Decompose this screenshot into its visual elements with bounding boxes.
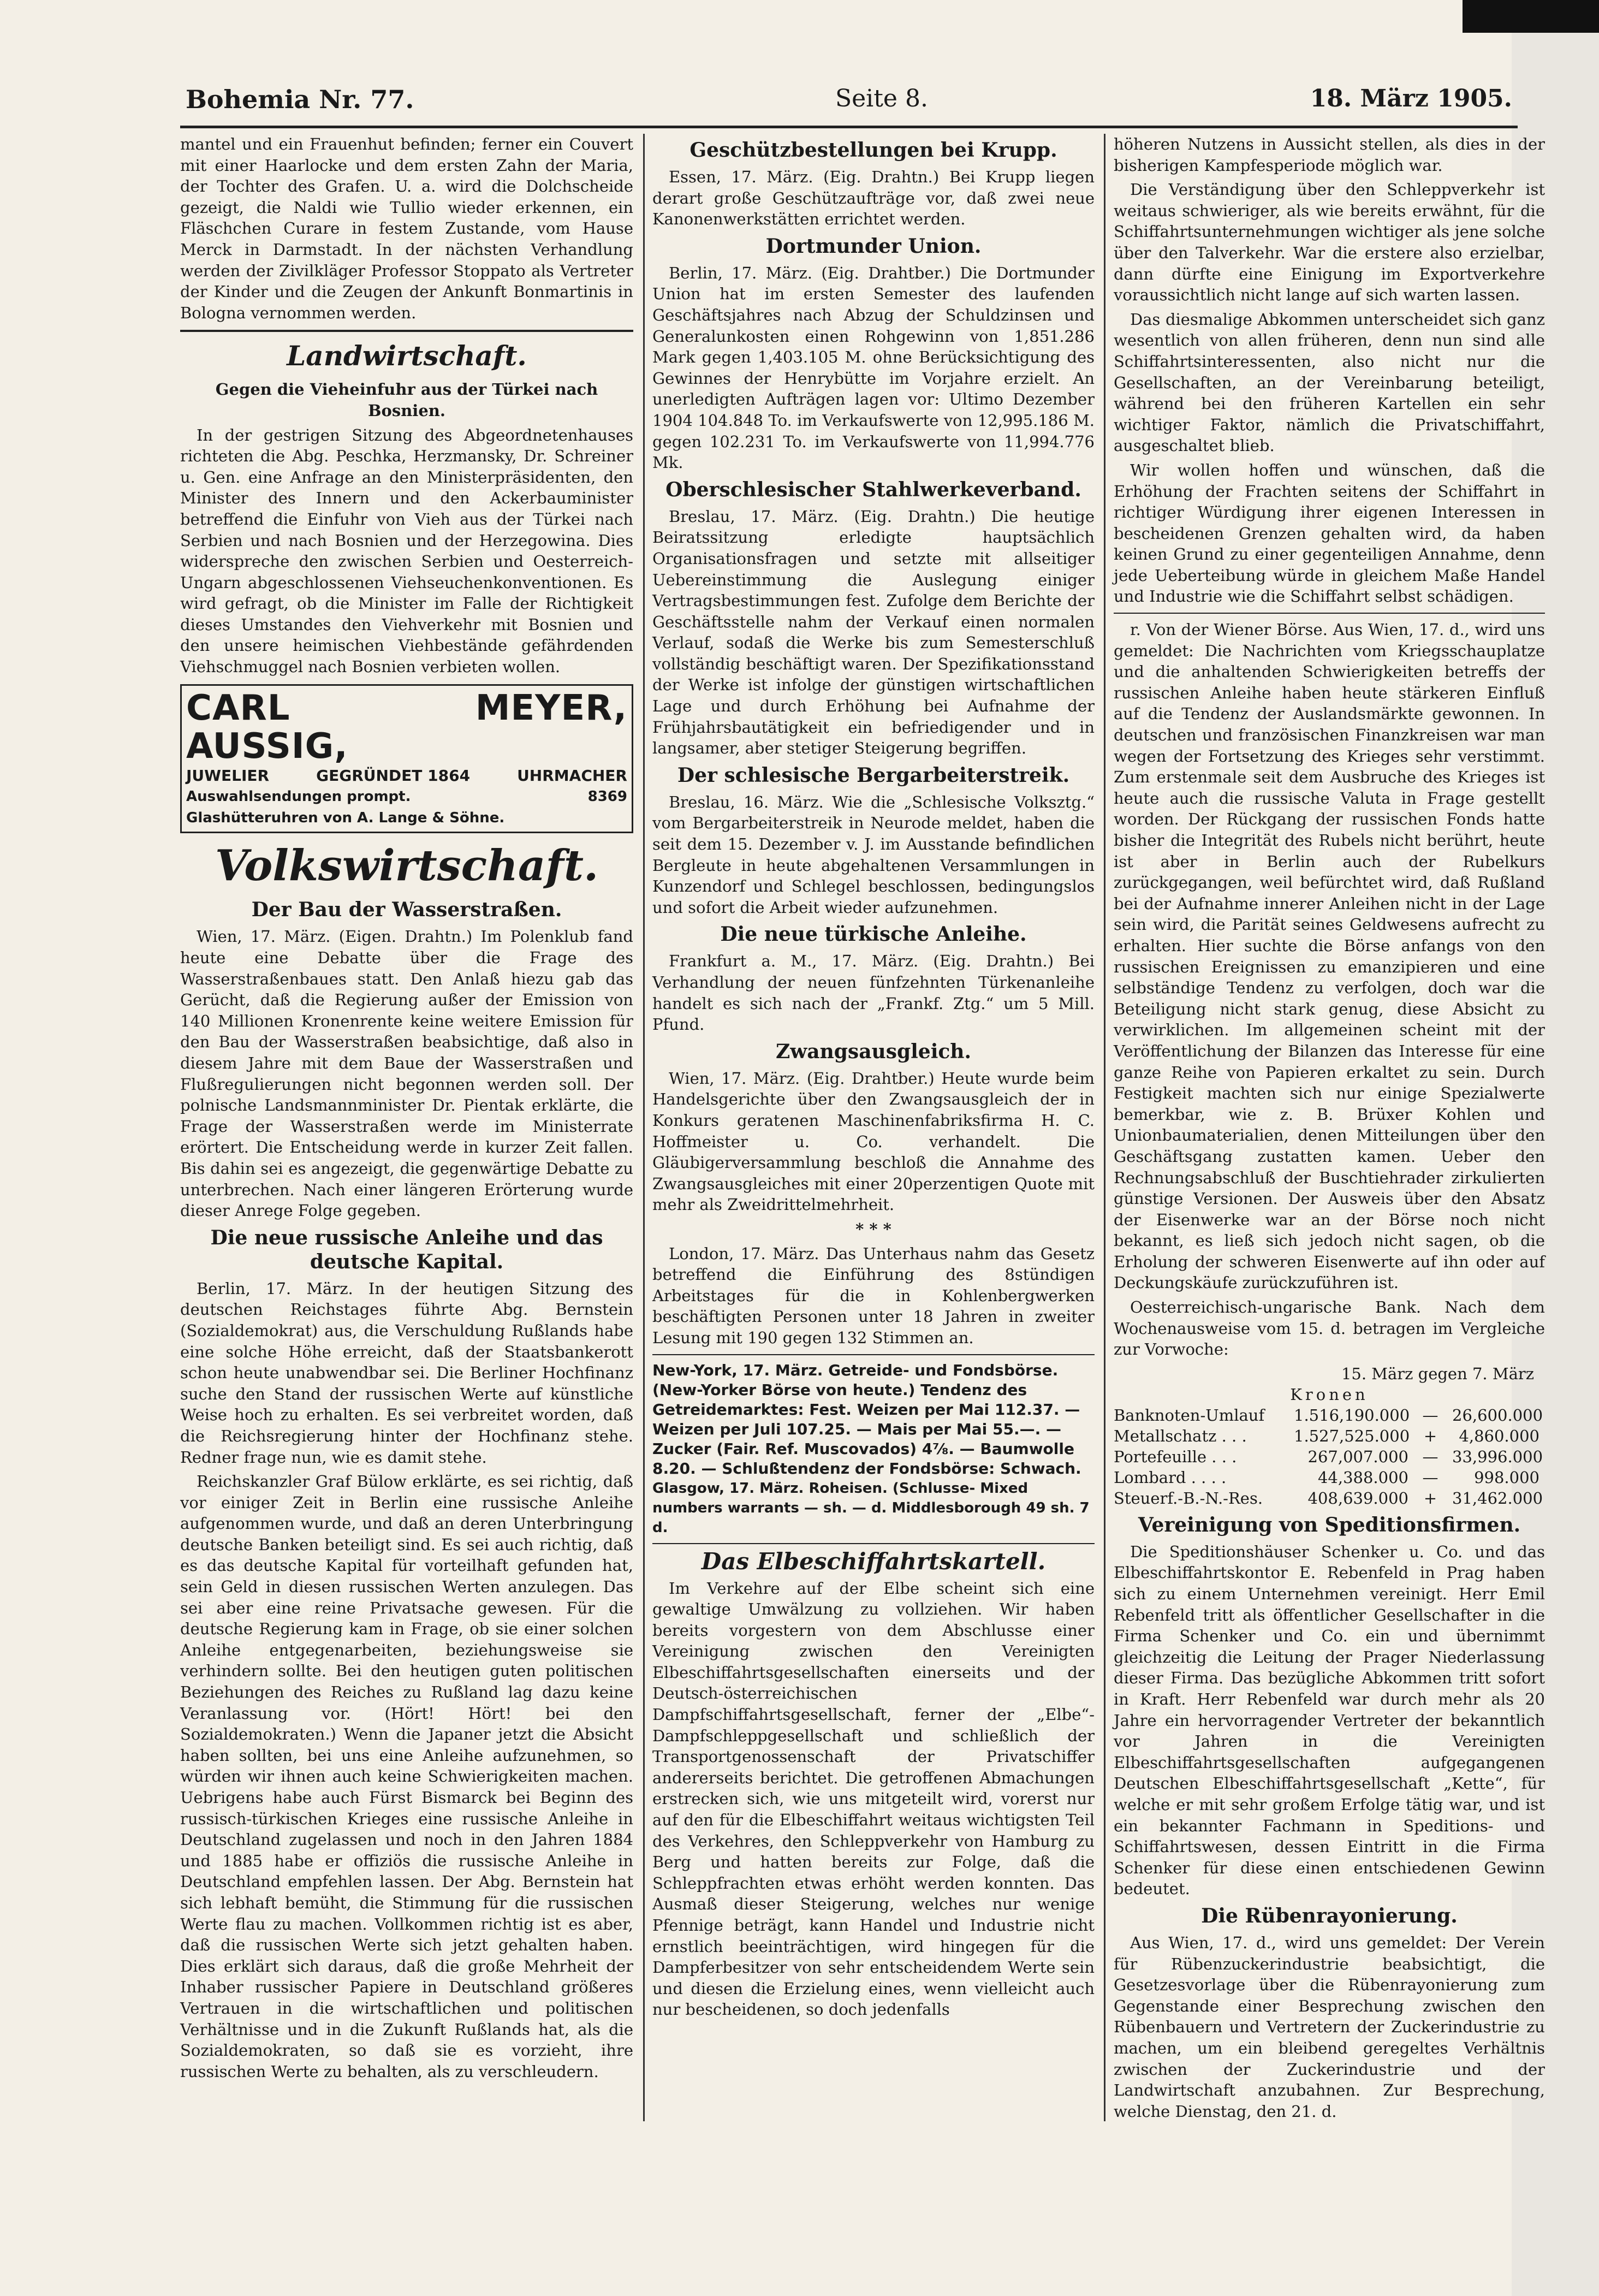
article-continuation: mantel und ein Frauenhut befinden; ferner ein Couvert mit einer Haarlocke und dem ersten Zahn der Maria, der Tochter des Grafen. U. a. wird die Dolchscheide gezeigt, die Naldi wie Tullio wieder erkennen, ein Fläschchen Curare in festem Zustande, vom Hause Merck in Darmstadt. In der nächsten Verhandlung werden der Zivilkläger Professor Stoppato als Vertreter der Kinder und die Zeugen der Ankunft Bonmartinis in Bologna vernommen werden. [180, 135, 633, 322]
article-body: Aus Wien, 17. d., wird uns gemeldet: Der Verein für Rübenzuckerindustrie beabsichtigt, die Gesetzesvorlage über die Rübenrayonierung zum Gegenstande einer Besprechung zwischen den Rübenbauern und Vertretern der Zuckerindustrie zu machen, um ein bleibend geregeltes Verhältnis zwischen der Zuckerindustrie und der Landwirtschaft anzubahnen. Zur Besprechung, welche Dienstag, den 21. d. [1114, 1933, 1545, 2121]
article-body: Die Speditionshäuser Schenker u. Co. und das Elbeschiffahrtskontor E. Rebenfeld in Prag haben sich zu einem Unternehmen vereinigt. Herr Emil Rebenfeld tritt als öffentlicher Gesellschafter in die Firma Schenker und Co. ein und übernimmt gleichzeitig die Leitung der Prager Niederlassung dieser Firma. Das bezügliche Abkommen tritt sofort in Kraft. Herr Rebenfeld war durch mehr als 20 Jahre ein hervorragender Vertreter der bekanntlich vor Jahren in die Vereinigten Elbeschiffahrtsgesellschaften aufgegangenen Deutschen Elbeschiffahrtsgesellschaft „Kette“, für welche er mit sehr großem Erfolge tätig war, und ist ein bekannter Fachmann in Speditions- und Schiffahrtswesen, dessen Eintritt in die Firma Schenker für diese einen entschiedenen Gewinn bedeutet. [1114, 1542, 1545, 1898]
article-body: Frankfurt a. M., 17. März. (Eig. Drahtn.) Bei Verhandlung der neuen fünfzehnten Türkenanleihe handelt es sich nach der „Frankf. Ztg.“ um 5 Mill. Pfund. [652, 952, 1095, 1034]
newspaper-issue: Bohemia Nr. 77. [186, 85, 414, 114]
column-divider [643, 134, 645, 2121]
table-row [1114, 1446, 1545, 1467]
column-3 [1114, 134, 1545, 2125]
article-body: Im Verkehre auf der Elbe scheint sich eine gewaltige Umwälzung zu vollziehen. Wir haben bereits vorgestern von dem Abschlusse einer Vereinigung zwischen den Vereinigten Elbeschiffahrtsgesellschaften einerseits und der Deutsch-österreichischen Dampfschiffahrtsgesellschaft, ferner der „Elbe“-Dampfschleppgesellschaft und schließlich der Transportgenossenschaft der Privatschiffer andererseits berichtet. Die getroffenen Abmachungen erstrecken sich, wie uns mitgeteilt wird, vorerst nur auf den für die Elbeschiffahrt weitaus wichtigsten Teil des Verkehres, den Schleppverkehr von Hamburg zu Berg und hatten bereits zur Folge, daß die Schleppfrachten etwas erhöht werden konnten. Das Ausmaß dieser Steigerung, welches nur wenige Pfennige beträgt, kann Handel und Industrie nicht ernstlich beeinträchtigen, wird hingegen für die Dampferbesitzer von sehr entscheidendem Werte sein und diesen die Erzielung eines, wenn vielleicht auch nur bescheidenen, so doch jedenfalls [652, 1579, 1095, 2019]
article-heading: Das Elbeschiffahrtskartell. [701, 1547, 1046, 1575]
table-cell: Metallschatz . . . [1114, 1426, 1247, 1445]
article-body: London, 17. März. Das Unterhaus nahm das Gesetz betreffend die Einführung des 8stündigen Arbeitstages für die in Kohlenbergwerken beschäftigten Personen unter 18 Jahren in zweiter Lesung mit 190 gegen 132 Stimmen an. [652, 1244, 1095, 1347]
table-rows [1114, 1405, 1545, 1509]
advertisement [180, 684, 633, 834]
article-body: r. Von der Wiener Börse. Aus Wien, 17. d., wird uns gemeldet: Die Nachrichten vom Kriegsschauplatze und die anhaltenden Schwierigkeiten betreffs der russischen Anleihe haben heute stärkeren Einfluß auf die Tendenz der Auslandsmärkte gewonnen. In deutschen und französischen Finanzkreisen war man wegen der Fortsetzung des Krieges sehr verstimmt. Zum erstenmale seit dem Ausbruche des Krieges ist heute auch die russische Valuta in Frage gestellt worden. Der Rückgang der russischen Fonds hatte bisher die Integrität des Rubels nicht berührt, heute ist aber in Berlin auch der Rubelkurs zurückgegangen, weil befürchtet wird, daß Rußland bei der Aufnahme innerer Anleihen nicht in der Lage sein wird, die Parität seines Geldwesens aufrecht zu erhalten. Hier suchte die Börse anfangs von den russischen Ereignissen zu emanzipieren und eine selbständige Tendenz zu verfolgen, doch war die Beteiligung nicht stark genug, diese Absicht zu verwirklichen. Im allgemeinen scheint mit der Veröffentlichung der Bilanzen das Interesse für eine ganze Reihe von Papieren erkaltet zu sein. Durch Festigkeit machten sich nur einige Spezialwerte bemerkbar, wie z. B. Brüxer Kohlen und Unionbaumaterialien, denen Mitteilungen über den Geschäftsgang zustatten kamen. Ueber den Rechnungsabschluß der Buschtiehrader zirkulierten günstige Versionen. Der Ausweis über den Absatz der Eisenwerke war an der Börse noch nicht bekannt, es ließ sich jedoch nicht sagen, ob die Erholung der schweren Eisenwerte auf ihn oder auf Deckungskäufe zurückzuführen ist. [1114, 620, 1545, 1292]
article-heading: Dortmunder Union. [765, 234, 982, 258]
article-body: Berlin, 17. März. (Eig. Drahtber.) Die Dortmunder Union hat im ersten Semester des laufenden Geschäftsjahres nach Abzug der Schuldzinsen und Generalunkosten einen Rohgewinn von 1,851.286 Mark gegen 1,403.105 M. ohne Berücksichtigung des Gewinnes der Henrybütte im Vorjahre erzielt. An unerledigten Aufträgen lagen vor: Ultimo Dezember 1904 104.848 To. im Verkaufswerte von 12,995.186 M. gegen 102.231 To. im Verkaufswerte von 11,994.776 Mk. [652, 263, 1095, 472]
scan-corner [1463, 0, 1599, 33]
article-body: Breslau, 17. März. (Eig. Drahtn.) Die heutige Beiratssitzung erledigte hauptsächlich Organisationsfragen und setzte mit allseitiger Uebereinstimmung die Auslegung einiger Vertragsbestimmungen fest. Zufolge dem Berichte der Geschäftsstelle nahm der Verkauf einen normalen Verlauf, sodaß die Werke bis zum Semesterschluß vollständig beschäftigt waren. Der Spezifikationsstand der Werke ist infolge der günstigen wirtschaftlichen Lage und durch Erhöhung bei Aufnahme der Frühjahrsbautätigkeit ein befriedigender und in langsamer, aber stetiger Steigerung begriffen. [652, 507, 1095, 758]
article-body: Oesterreichisch-ungarische Bank. Nach dem Wochenausweise vom 15. d. betragen im Vergleiche zur Vorwoche: [1114, 1298, 1545, 1359]
ad-left: JUWELIER [186, 766, 270, 785]
table-cell: + [1423, 1488, 1437, 1508]
table-cell: — [1422, 1468, 1438, 1487]
table-cell: 33,996.000 [1452, 1447, 1543, 1466]
article-heading: Der Bau der Wasserstraßen. [251, 898, 562, 922]
table-cell: Steuerf.-B.-N.-Res. [1114, 1488, 1263, 1508]
table-cell: — [1422, 1447, 1438, 1466]
ad-name: CARL MEYER, AUSSIG, [186, 687, 627, 767]
article-heading: Der schlesische Bergarbeiterstreik. [677, 763, 1070, 787]
article-heading: Oberschlesischer Stahlwerkeverband. [665, 478, 1081, 501]
table-cell: Banknoten-Umlauf [1114, 1405, 1265, 1425]
divider [652, 1543, 1095, 1544]
article-heading: Vereinigung von Speditionsfirmen. [1138, 1513, 1521, 1536]
section-heading: Volkswirtschaft. [215, 841, 599, 891]
article-body: Wien, 17. März. (Eigen. Drahtn.) Im Polenklub fand heute eine Debatte über die Frage des Wasserstraßenbaues statt. Den Anlaß hiezu gab das Gerücht, daß die Regierung außer der Emission von 140 Millionen Kronenrente keine weitere Emission für den Bau der Wasserstraßen beabsichtige, daß also in diesem Jahre mit dem Baue der Wasserstraßen und Flußregulierungen nicht begonnen werden soll. Der polnische Landsmannminister Dr. Pientak erklärte, die Frage der Wasserstraßen werde im Ministerrate erörtert. Die Entscheidung werde in kurzer Zeit fallen. Bis dahin sei es angezeigt, die gegenwärtige Debatte zu unterbrechen. Nach einer längeren Erörterung wurde dieser Anrege Folge gegeben. [180, 927, 633, 1220]
bank-table [1114, 1363, 1545, 1509]
page-header [180, 82, 1518, 128]
page-number: Seite 8. [835, 85, 928, 112]
table-header: 15. März gegen 7. März [1341, 1364, 1534, 1383]
table-cell: 267,007.000 [1307, 1447, 1408, 1466]
article-continuation: höheren Nutzens in Aussicht stellen, als dies in der bisherigen Kampfesperiode möglich war. [1114, 135, 1545, 175]
article-body: Die Verständigung über den Schleppverkehr ist weitaus schwieriger, als wie bereits erwähnt, für die Schiffahrtsunternehmungen wichtiger als jene solche über den Talverkehr. War die erstere also erzielbar, dann dürfte eine Einigung im Exportverkehre voraussichtlich nicht lange auf sich warten lassen. [1114, 180, 1545, 305]
article-body: In der gestrigen Sitzung des Abgeordnetenhauses richteten die Abg. Peschka, Herzmansky, Dr. Schreiner u. Gen. eine Anfrage an den Ministerpräsidenten, den Minister des Innern und den Ackerbauminister betreffend die Einfuhr von Vieh aus der Türkei nach Serbien und nach Bosnien und der Herzegowina. Dies widerspreche den zwischen Serbien und Oesterreich-Ungarn abgeschlossenen Viehseuchenkonventionen. Es wird gefragt, ob die Minister im Falle der Richtigkeit dieses Umstandes den Viehverkehr mit Bosnien und den unsere heimischen Viehbestände gefährdenden Viehschmuggel nach Bosnien verbieten wollen. [180, 425, 633, 677]
table-row [1114, 1488, 1545, 1509]
column-1 [180, 134, 633, 2085]
table-cell: 31,462.000 [1452, 1488, 1543, 1508]
table-row [1114, 1405, 1545, 1426]
ad-right: UHRMACHER [517, 766, 627, 785]
table-cell: — [1422, 1405, 1438, 1425]
divider [652, 1354, 1095, 1355]
ad-mid: GEGRÜNDET 1864 [316, 766, 471, 785]
table-row [1114, 1467, 1545, 1488]
article-body: Berlin, 17. März. In der heutigen Sitzung des deutschen Reichstages führte Abg. Bernstein (Sozialdemokrat) aus, die Verschuldung Rußlands habe eine solche Höhe erreicht, daß der Staatsbankerott schon heute unabwendbar sei. Die Berliner Hochfinanz suche den Stand der russischen Werte auf künstliche Weise hoch zu erhalten. Es sei verbreitet worden, daß die Reichsregierung hinter der Hochfinanz stehe. Redner frage nun, wie es damit stehe. [180, 1279, 633, 1467]
ad-row [186, 766, 627, 787]
article-body: Wir wollen hoffen und wünschen, daß die Erhöhung der Frachten seitens der Schiffahrt in richtiger Würdigung ihrer eigenen Interessen in bescheidenen Grenzen gehalten wird, da haben keinen Grund zu einer gegenteiligen Annahme, denn jede Ueberteibung würde in gleichem Maße Handel und Industrie wie die Schiffahrt selbst schädigen. [1114, 460, 1545, 606]
ad-line: Auswahlsendungen prompt. [186, 788, 411, 805]
article-body: Breslau, 16. März. Wie die „Schlesische Volksztg.“ vom Bergarbeiterstreik in Neurode meldet, haben die seit dem 15. Dezember v. J. im Ausstande befindlichen Bergleute in heute abgehaltenen Versammlungen in Kunzendorf und Schlegel beschlossen, bedingungslos und sofort die Arbeit wieder aufzunehmen. [652, 792, 1095, 917]
divider [1114, 613, 1545, 614]
table-cell: 1.516,190.000 [1294, 1405, 1410, 1425]
separator-stars: * * * [855, 1219, 891, 1238]
table-cell: 408,639.000 [1307, 1488, 1408, 1508]
article-heading: Die neue türkische Anleihe. [720, 923, 1027, 946]
issue-date: 18. März 1905. [1310, 85, 1512, 112]
ad-code: 8369 [587, 788, 627, 805]
column-2 [652, 134, 1095, 2024]
table-cell: + [1423, 1426, 1437, 1445]
column-divider [1104, 134, 1105, 2121]
table-cell: 4,860.000 [1459, 1426, 1539, 1445]
ad-line: Glashütteruhren von A. Lange & Söhne. [186, 809, 505, 826]
article-heading: Geschützbestellungen bei Krupp. [689, 139, 1057, 162]
article-heading: Zwangsausgleich. [775, 1040, 972, 1063]
section-heading: Landwirtschaft. [287, 340, 527, 372]
table-cell: 44,388.000 [1317, 1468, 1408, 1487]
market-report: Glasgow, 17. März. Roheisen. (Schlusse- Mixed numbers warrants — sh. — d. Middlesborough 49 sh. 7 d. [652, 1480, 1090, 1536]
article-body: Wien, 17. März. (Eig. Drahtber.) Heute wurde beim Handelsgerichte über den Zwangsausgleich der in Konkurs geratenen Maschinenfabriksfirma H. C. Hoffmeister u. Co. verhandelt. Die Gläubigerversammlung beschloß die Annahme des Zwangsausgleiches mit einer 20perzentigen Quote mit mehr als Zweidrittelmehrheit. [652, 1069, 1095, 1214]
article-body: Essen, 17. März. (Eig. Drahtn.) Bei Krupp liegen derart große Geschützaufträge vor, daß zwei neue Kanonenwerkstätten errichtet werden. [652, 168, 1095, 229]
table-cell: Portefeuille . . . [1114, 1447, 1237, 1466]
article-body: Das diesmalige Abkommen unterscheidet sich ganz wesentlich von allen früheren, denn nun sind alle Schiffahrtsinteressenten, also nicht nur die Gesellschaften, an der Vereinbarung beteiligt, während bei den früheren Kartellen ein sehr wichtiger Faktor, nämlich die Privatschiffahrt, ausgeschaltet blieb. [1114, 310, 1545, 455]
article-heading: Die neue russische Anleihe und das deutsche Kapital. [210, 1226, 603, 1273]
table-cell: 1.527,525.000 [1294, 1426, 1410, 1445]
table-cell: Lombard . . . . [1114, 1468, 1227, 1487]
market-report: New-York, 17. März. Getreide- und Fondsbörse. (New-Yorker Börse von heute.) Tendenz des Getreidemarktes: Fest. Weizen per Mai 112.37. — Weizen per Juli 107.25. — Mais per Mai 55.—. — Zucker (Fair. Ref. Muscovados) 4⅞. — Baumwolle 8.20. — Schlußtendenz der Fondsbörse: Schwach. [652, 1361, 1081, 1478]
table-row [1114, 1426, 1545, 1446]
table-unit: Kronen [1290, 1385, 1369, 1404]
table-cell: 998.000 [1474, 1468, 1539, 1487]
article-body: Reichskanzler Graf Bülow erklärte, es sei richtig, daß vor einiger Zeit in Berlin eine russische Anleihe aufgenommen wurde, und daß an deren Unterbringung deutsche Banken beteiligt sind. Es sei auch richtig, daß es das deutsche Kapital für vorteilhaft gefunden hat, sein Geld in diesen russischen Werten anzulegen. Das sei aber eine reine Privatsache gewesen. Für die deutsche Regierung kam in Frage, ob sie einer solchen Anleihe entgegenarbeiten, beziehungsweise sie verhindern sollte. Bei den heutigen guten politischen Beziehungen des Reiches zu Rußland lag dazu keine Veranlassung vor. (Hört! Hört! bei den Sozialdemokraten.) Wenn die Japaner jetzt die Absicht haben sollten, bei uns eine Anleihe aufzunehmen, so würden wir ihnen auch keine Schwierigkeiten machen. Uebrigens habe auch Fürst Bismarck bei Beginn des russisch-türkischen Krieges eine russische Anleihe in Deutschland zugelassen und noch in den Jahren 1884 und 1885 habe er offiziös die russische Anleihe in Deutschland empfehlen lassen. Der Abg. Bernstein hat sich lebhaft bemüht, die Stimmung für die russischen Werte flau zu machen. Vollkommen richtig ist es aber, daß die russischen Werte sich jetzt gehalten haben. Dies erklärt sich daraus, daß die große Mehrheit der Inhaber russischer Papiere in Deutschland größeres Vertrauen in die wirtschaftlichen und politischen Verhältnisse und in die Zukunft Rußlands hat, als die Sozialdemokraten, so daß sie es vorzieht, ihre russischen Werte zu behalten, als zu verschleudern. [180, 1472, 633, 2081]
divider [180, 330, 633, 332]
article-heading: Gegen die Vieheinfuhr aus der Türkei nach Bosnien. [215, 380, 598, 420]
article-heading: Die Rübenrayonierung. [1201, 1904, 1458, 1927]
table-cell: 26,600.000 [1452, 1405, 1543, 1425]
ad-row [186, 786, 627, 808]
